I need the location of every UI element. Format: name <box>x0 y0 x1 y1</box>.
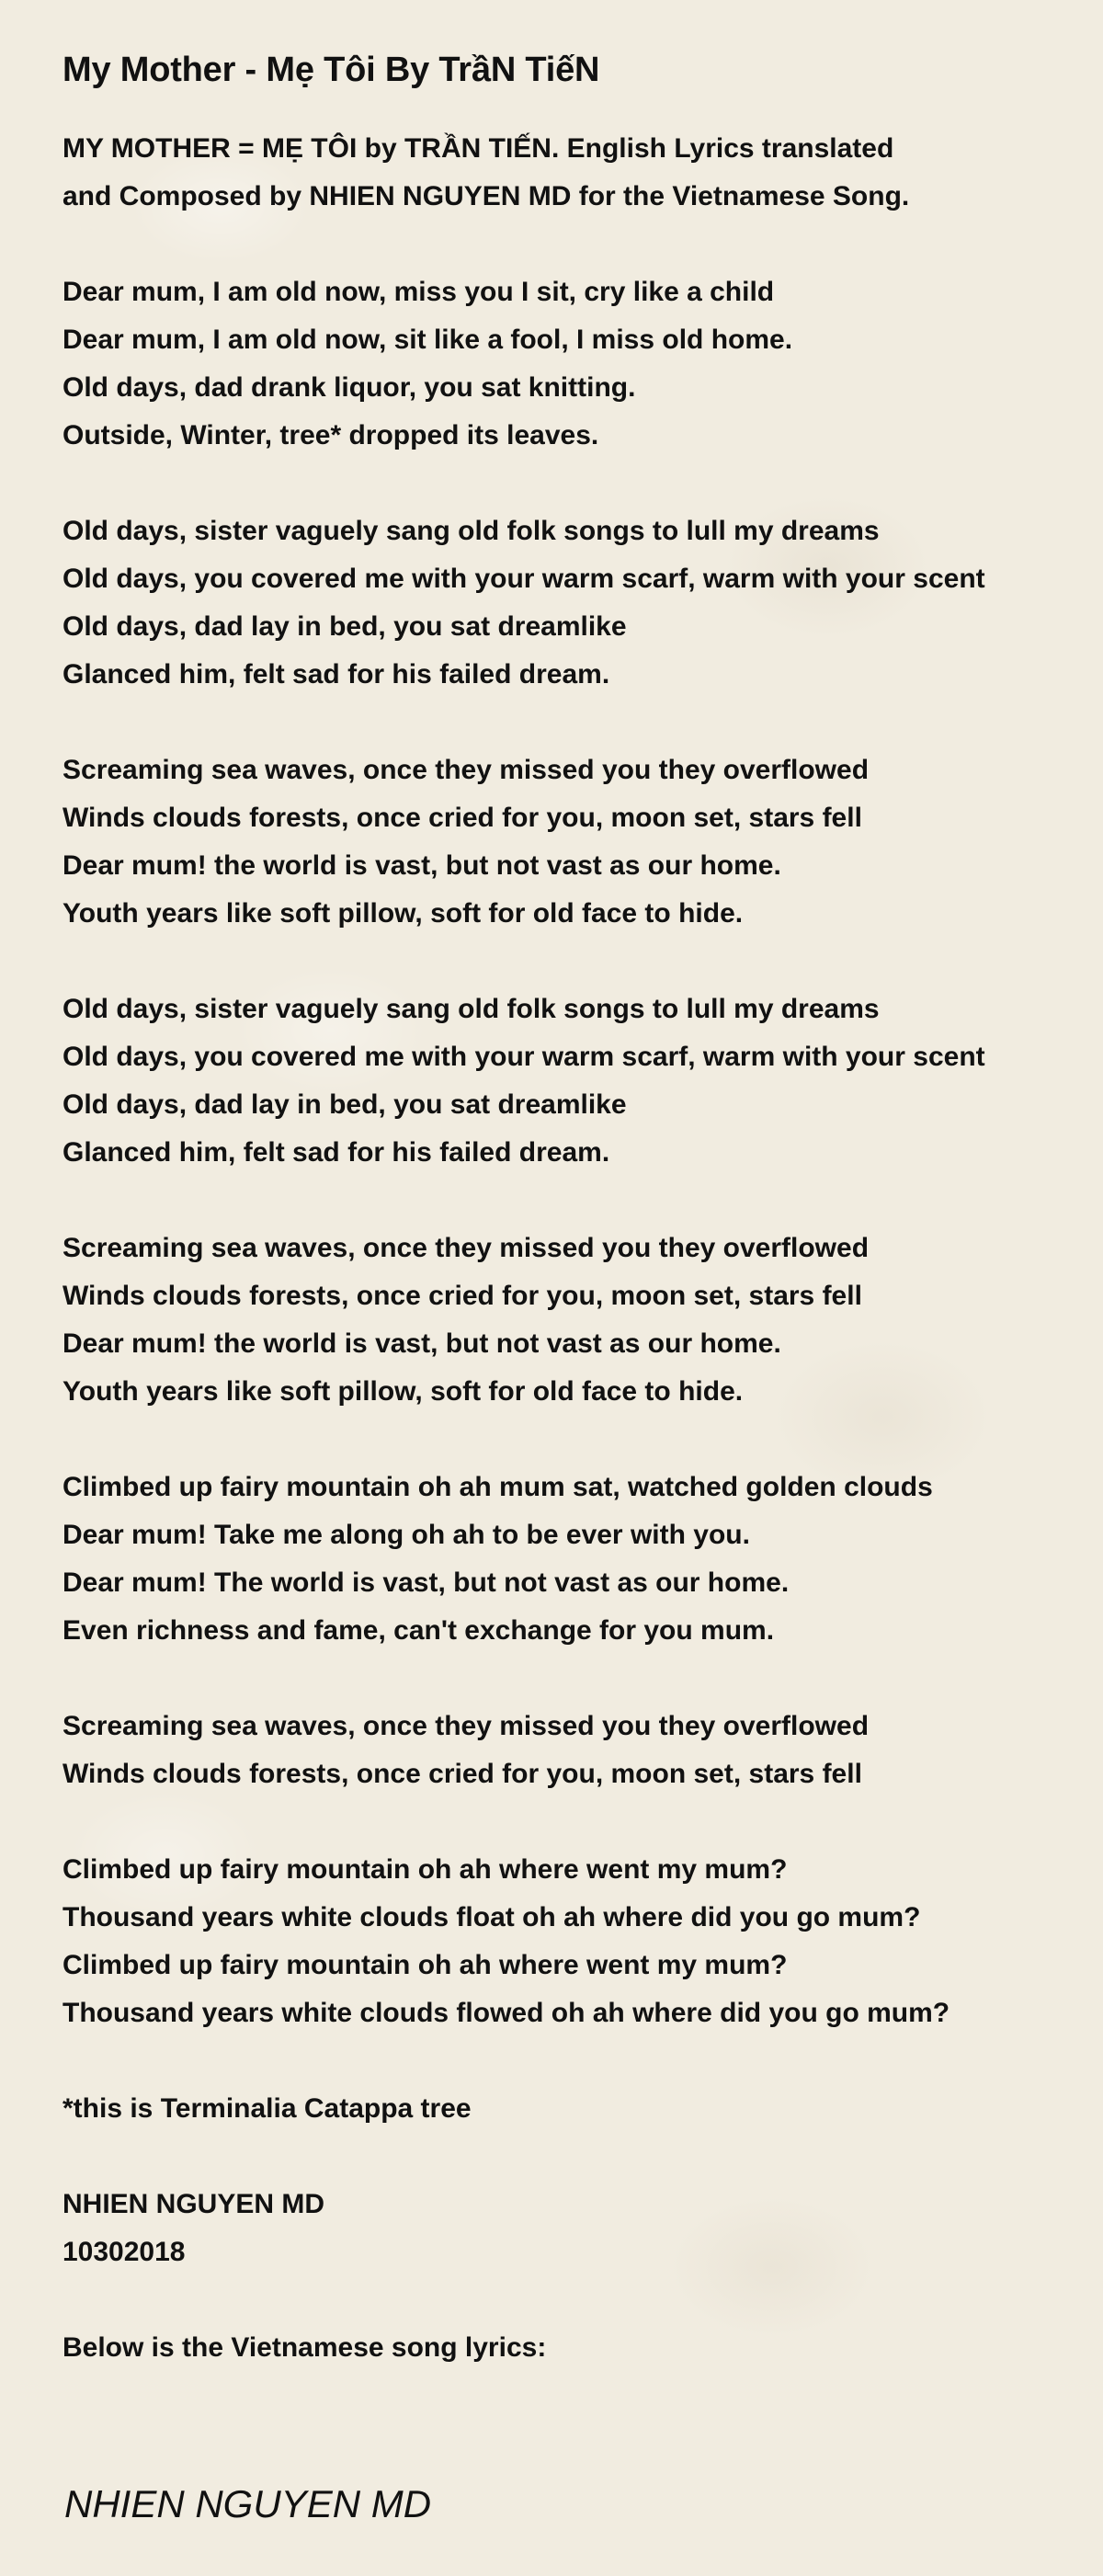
poem-line: Old days, dad lay in bed, you sat dreamlike <box>63 611 627 642</box>
poem-line: Glanced him, felt sad for his failed dream. <box>63 1137 610 1168</box>
poem-stanza <box>63 507 1074 699</box>
poem-line: Screaming sea waves, once they missed you they overflowed <box>63 1233 870 1263</box>
author-signature: NHIEN NGUYEN MD <box>64 2482 432 2525</box>
poem-line: Dear mum! Take me along oh ah to be ever with you. <box>63 1520 750 1550</box>
poem-line: Glanced him, felt sad for his failed dream. <box>63 659 610 690</box>
poem-line: MY MOTHER = MẸ TÔI by TRẦN TIẾN. English Lyrics translated <box>63 133 894 164</box>
poem-line: Old days, sister vaguely sang old folk songs to lull my dreams <box>63 516 880 546</box>
poem-line: Youth years like soft pillow, soft for old face to hide. <box>63 898 744 929</box>
poem-line: Dear mum, I am old now, miss you I sit, cry like a child <box>63 277 775 307</box>
poem-line: Screaming sea waves, once they missed you they overflowed <box>63 755 870 785</box>
poem-stanza <box>63 2085 1074 2133</box>
poem-line: *this is Terminalia Catappa tree <box>63 2093 472 2124</box>
poem-line: Thousand years white clouds float oh ah where did you go mum? <box>63 1902 921 1932</box>
poem-body <box>63 125 1074 2372</box>
poem-line: Youth years like soft pillow, soft for old face to hide. <box>63 1376 744 1407</box>
poem-line: Screaming sea waves, once they missed you they overflowed <box>63 1711 870 1741</box>
poem-line: Winds clouds forests, once cried for you, moon set, stars fell <box>63 803 862 833</box>
poem-line: Dear mum, I am old now, sit like a fool, I miss old home. <box>63 325 793 355</box>
poem-line: Thousand years white clouds flowed oh ah where did you go mum? <box>63 1998 950 2028</box>
poem-line: 10302018 <box>63 2237 186 2267</box>
poem-line: Dear mum! the world is vast, but not vast as our home. <box>63 850 781 881</box>
poem-line: Old days, you covered me with your warm scarf, warm with your scent <box>63 564 985 594</box>
poem-line: NHIEN NGUYEN MD <box>63 2189 325 2219</box>
poem-stanza <box>63 1464 1074 1655</box>
poem-line: Old days, sister vaguely sang old folk songs to lull my dreams <box>63 994 880 1024</box>
poem-line: Winds clouds forests, once cried for you, moon set, stars fell <box>63 1759 862 1789</box>
poem-stanza <box>63 747 1074 938</box>
poem-page <box>63 44 1074 2420</box>
poem-line: Winds clouds forests, once cried for you, moon set, stars fell <box>63 1281 862 1311</box>
poem-line: Climbed up fairy mountain oh ah mum sat, watched golden clouds <box>63 1472 933 1502</box>
poem-line: Old days, you covered me with your warm scarf, warm with your scent <box>63 1042 985 1072</box>
poem-stanza <box>63 2181 1074 2276</box>
poem-stanza <box>63 1225 1074 1416</box>
poem-stanza <box>63 1703 1074 1798</box>
poem-line: and Composed by NHIEN NGUYEN MD for the Vietnamese Song. <box>63 181 910 211</box>
poem-stanza <box>63 986 1074 1177</box>
poem-line: Dear mum! the world is vast, but not vast as our home. <box>63 1328 781 1359</box>
poem-stanza <box>63 1846 1074 2037</box>
poem-line: Old days, dad lay in bed, you sat dreamlike <box>63 1089 627 1120</box>
poem-stanza <box>63 2324 1074 2372</box>
poem-line: Even richness and fame, can't exchange for you mum. <box>63 1615 775 1646</box>
page-title: My Mother - Mẹ Tôi By TrầN TiếN <box>63 51 600 89</box>
poem-line: Old days, dad drank liquor, you sat knitting. <box>63 372 636 403</box>
poem-stanza <box>63 268 1074 460</box>
poem-line: Dear mum! The world is vast, but not vast as our home. <box>63 1567 790 1598</box>
poem-line: Climbed up fairy mountain oh ah where went my mum? <box>63 1950 788 1980</box>
poem-line: Below is the Vietnamese song lyrics: <box>63 2332 547 2363</box>
poem-line: Outside, Winter, tree* dropped its leaves. <box>63 420 599 450</box>
poem-stanza <box>63 125 1074 221</box>
poem-line: Climbed up fairy mountain oh ah where went my mum? <box>63 1854 788 1885</box>
